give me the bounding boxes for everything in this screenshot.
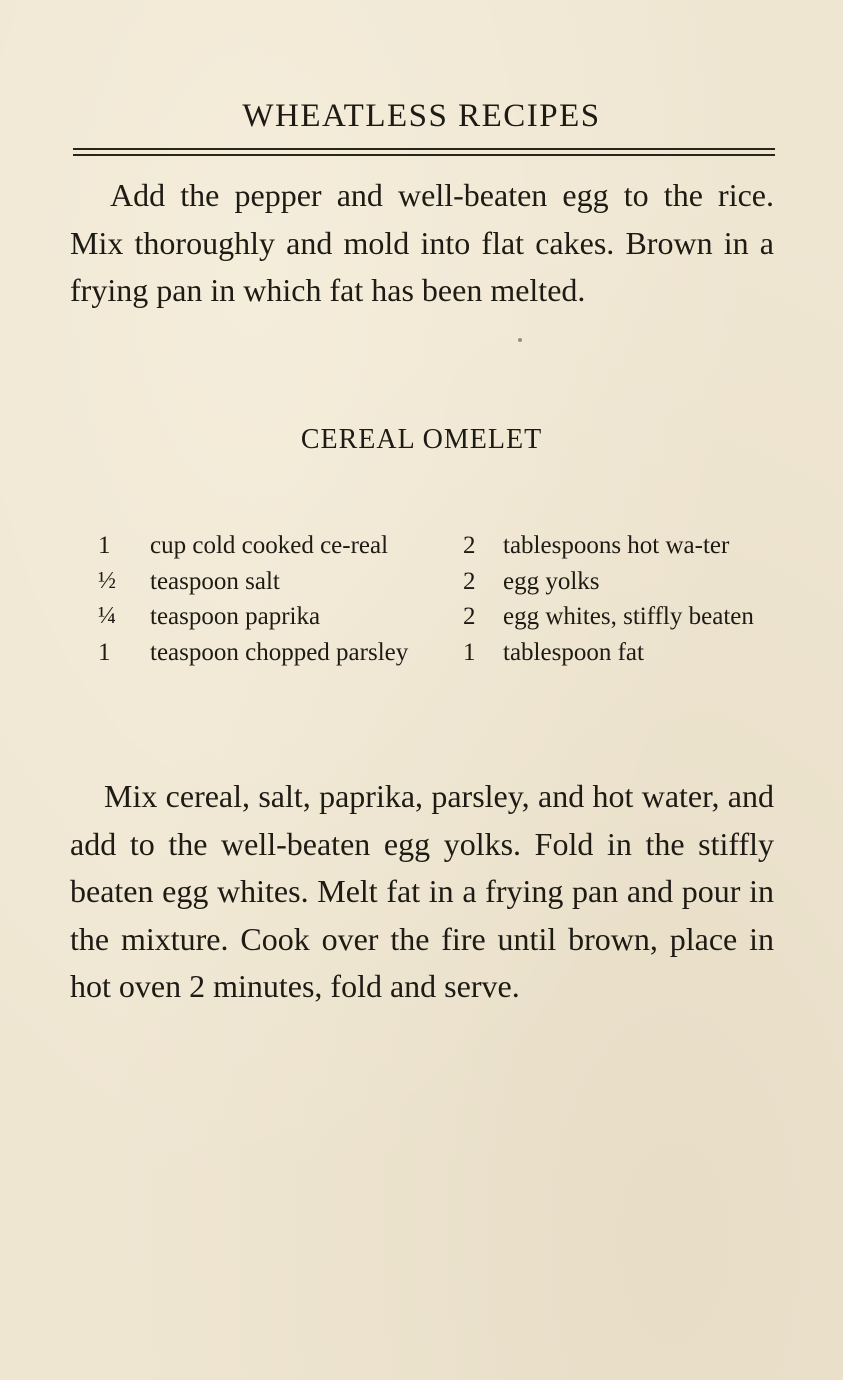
header-rule-bottom — [73, 154, 775, 156]
ingredient-text: egg yolks — [503, 567, 600, 595]
recipe-title: CEREAL OMELET — [300, 424, 543, 455]
ingredient-text: tablespoon fat — [503, 638, 644, 666]
ingredient-quantity: 1 — [98, 532, 111, 559]
running-head: WHEATLESS RECIPES — [242, 98, 601, 134]
ingredient-text: teaspoon chopped parsley — [150, 638, 409, 666]
ingredient-item — [98, 528, 428, 564]
ingredients-left-column — [98, 528, 428, 670]
ingredient-quantity: 1 — [98, 638, 111, 666]
ingredient-text: teaspoon salt — [150, 567, 280, 595]
ingredient-quantity: ¼ — [98, 603, 116, 629]
ingredient-text: egg whites, stiffly beaten — [503, 603, 754, 630]
ingredient-text: tablespoons hot wa-ter — [503, 532, 730, 559]
ingredient-text: teaspoon paprika — [150, 603, 321, 630]
header-rule-top — [73, 148, 775, 150]
ingredient-item — [463, 528, 779, 564]
ingredient-quantity: 2 — [463, 567, 476, 595]
ingredient-text: cup cold cooked ce-real — [150, 532, 389, 559]
ingredients-right-column — [463, 528, 779, 670]
method-paragraph: Mix cereal, salt, paprika, parsley, and hot water, and add to the well-beaten egg yolks. Fold in the stiffly beaten egg whites. Melt fat in a frying pan and pour in the mixture. Cook over the fire until brown, place in hot oven 2 minutes, fold and serve. — [70, 778, 774, 1004]
intro-paragraph: Add the pepper and well-beaten egg to the rice. Mix thoroughly and mold into flat cakes. Brown in a frying pan in which fat has been melted. — [70, 177, 774, 308]
ingredient-quantity: 1 — [463, 638, 476, 666]
ingredient-item — [98, 635, 428, 671]
ingredient-quantity: 2 — [463, 532, 476, 559]
ingredient-item — [98, 599, 428, 635]
ingredient-quantity: 2 — [463, 603, 476, 630]
ingredient-quantity: ½ — [98, 567, 116, 594]
paper-speck — [518, 338, 522, 342]
ingredient-item — [463, 635, 779, 671]
ingredient-item — [463, 564, 779, 600]
ingredient-item — [463, 599, 779, 635]
ingredient-item — [98, 564, 428, 600]
